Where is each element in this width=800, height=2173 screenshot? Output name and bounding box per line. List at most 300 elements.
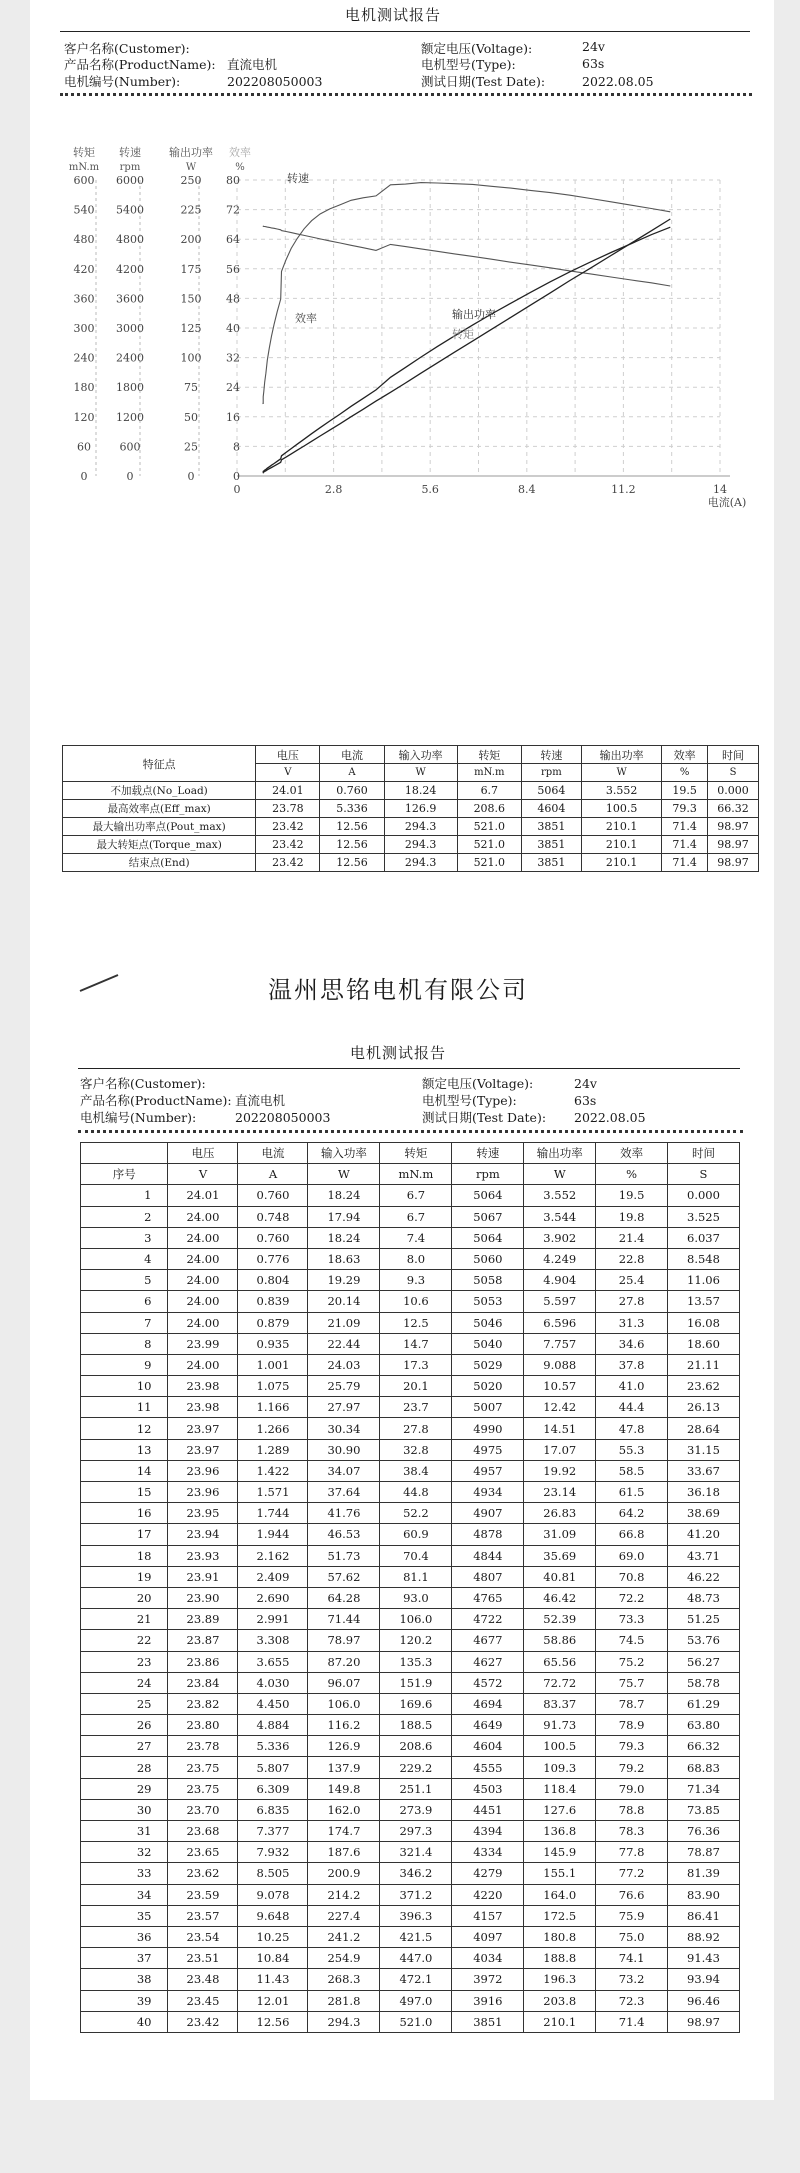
table-cell: 18 bbox=[81, 1545, 168, 1566]
table-cell: 214.2 bbox=[308, 1884, 380, 1905]
table-cell: 4220 bbox=[452, 1884, 524, 1905]
table-cell: 38.4 bbox=[380, 1460, 452, 1481]
y-tick-label: 60 bbox=[77, 440, 91, 454]
table-cell: 26.13 bbox=[667, 1397, 739, 1418]
table-cell: 4.450 bbox=[238, 1693, 308, 1714]
table-cell: 最高效率点(Eff_max) bbox=[63, 800, 256, 818]
table-cell: 77.2 bbox=[596, 1863, 668, 1884]
table-cell: 172.5 bbox=[524, 1905, 596, 1926]
table-cell: 30 bbox=[81, 1799, 168, 1820]
type-label-2: 电机型号(Type): bbox=[422, 1093, 517, 1108]
table-cell: 229.2 bbox=[380, 1757, 452, 1778]
table-cell: 23.89 bbox=[168, 1609, 238, 1630]
table-cell: 109.3 bbox=[524, 1757, 596, 1778]
y-axis-group bbox=[226, 145, 251, 483]
table-cell: 44.4 bbox=[596, 1397, 668, 1418]
table-cell: 66.8 bbox=[596, 1524, 668, 1545]
table-header-cell: W bbox=[524, 1164, 596, 1185]
table-cell: 75.9 bbox=[596, 1905, 668, 1926]
table-cell: 6 bbox=[81, 1291, 168, 1312]
table-cell: 7 bbox=[81, 1312, 168, 1333]
table-cell: 4765 bbox=[452, 1587, 524, 1608]
table-row bbox=[81, 1418, 740, 1439]
table-cell: 79.3 bbox=[596, 1736, 668, 1757]
table-cell: 41.0 bbox=[596, 1376, 668, 1397]
table-cell: 76.36 bbox=[667, 1821, 739, 1842]
table-cell: 75.7 bbox=[596, 1672, 668, 1693]
table-cell: 65.56 bbox=[524, 1651, 596, 1672]
table-cell: 32 bbox=[81, 1842, 168, 1863]
table-cell: 71.4 bbox=[662, 836, 708, 854]
y-tick-label: 64 bbox=[226, 233, 240, 247]
table-cell: 5064 bbox=[521, 782, 581, 800]
table-cell: 28 bbox=[81, 1757, 168, 1778]
table-cell: 24.00 bbox=[168, 1270, 238, 1291]
table-cell: 5007 bbox=[452, 1397, 524, 1418]
table-cell: 21 bbox=[81, 1609, 168, 1630]
table-cell: 23.98 bbox=[168, 1397, 238, 1418]
table-cell: 96.07 bbox=[308, 1672, 380, 1693]
table-header-cell: 序号 bbox=[81, 1164, 168, 1185]
product-label-2: 产品名称(ProductName): bbox=[80, 1093, 232, 1108]
table-cell: 294.3 bbox=[384, 836, 457, 854]
table-cell: 19.92 bbox=[524, 1460, 596, 1481]
table-cell: 346.2 bbox=[380, 1863, 452, 1884]
table-cell: 4 bbox=[81, 1248, 168, 1269]
table-cell: 71.4 bbox=[596, 2011, 668, 2032]
table-cell: 5.336 bbox=[238, 1736, 308, 1757]
table-cell: 58.86 bbox=[524, 1630, 596, 1651]
table-row bbox=[81, 1354, 740, 1375]
table-row bbox=[63, 800, 759, 818]
table-cell: 2.162 bbox=[238, 1545, 308, 1566]
table-cell: 19.29 bbox=[308, 1270, 380, 1291]
table-row bbox=[81, 1842, 740, 1863]
table-cell: 24.00 bbox=[168, 1354, 238, 1375]
table-cell: 37.64 bbox=[308, 1482, 380, 1503]
y-tick-label: 175 bbox=[180, 262, 202, 276]
table-cell: 6.309 bbox=[238, 1778, 308, 1799]
table-row bbox=[81, 1312, 740, 1333]
table-cell: 155.1 bbox=[524, 1863, 596, 1884]
voltage-value-2: 24v bbox=[574, 1076, 597, 1091]
y-tick-label: 600 bbox=[119, 440, 141, 454]
table-row bbox=[63, 836, 759, 854]
product-value: 直流电机 bbox=[227, 57, 278, 72]
table-cell: 1.001 bbox=[238, 1354, 308, 1375]
table-cell: 98.97 bbox=[708, 818, 759, 836]
y-tick-label: 8 bbox=[233, 440, 240, 454]
table-cell: 35.69 bbox=[524, 1545, 596, 1566]
table-cell: 24.01 bbox=[168, 1185, 238, 1206]
table-cell: 27.97 bbox=[308, 1397, 380, 1418]
table-cell: 4677 bbox=[452, 1630, 524, 1651]
table-cell: 17.3 bbox=[380, 1354, 452, 1375]
table-cell: 241.2 bbox=[308, 1926, 380, 1947]
table-cell: 25.4 bbox=[596, 1270, 668, 1291]
table-cell: 4.904 bbox=[524, 1270, 596, 1291]
y-tick-label: 24 bbox=[226, 381, 240, 395]
table-cell: 5029 bbox=[452, 1354, 524, 1375]
table-cell: 23.87 bbox=[168, 1630, 238, 1651]
table-header-cell: 转矩 bbox=[457, 746, 521, 764]
y-tick-label: 72 bbox=[226, 203, 240, 217]
report-title: 电机测试报告 bbox=[345, 6, 442, 24]
table-cell: 37.8 bbox=[596, 1354, 668, 1375]
table-cell: 5058 bbox=[452, 1270, 524, 1291]
table-cell: 24.03 bbox=[308, 1354, 380, 1375]
table-cell: 44.8 bbox=[380, 1482, 452, 1503]
table-cell: 38 bbox=[81, 1969, 168, 1990]
table-cell: 106.0 bbox=[308, 1693, 380, 1714]
table-cell: 136.8 bbox=[524, 1821, 596, 1842]
table-cell: 23.95 bbox=[168, 1503, 238, 1524]
table-cell: 22 bbox=[81, 1630, 168, 1651]
table-cell: 12.01 bbox=[238, 1990, 308, 2011]
table-cell: 23.42 bbox=[256, 854, 320, 872]
table-cell: 17.94 bbox=[308, 1206, 380, 1227]
table-cell: 210.1 bbox=[581, 854, 661, 872]
table-cell: 10.25 bbox=[238, 1926, 308, 1947]
y-tick-label: 180 bbox=[73, 381, 95, 395]
table-cell: 19.5 bbox=[662, 782, 708, 800]
table-cell: 19 bbox=[81, 1566, 168, 1587]
y-tick-label: 32 bbox=[226, 351, 240, 365]
table-cell: 14.7 bbox=[380, 1333, 452, 1354]
table-unit-cell: % bbox=[662, 764, 708, 782]
table-cell: 4975 bbox=[452, 1439, 524, 1460]
table-cell: 297.3 bbox=[380, 1821, 452, 1842]
table-row bbox=[63, 818, 759, 836]
y-axis-name: 效率 bbox=[229, 146, 251, 159]
table-cell: 52.39 bbox=[524, 1609, 596, 1630]
table-cell: 251.1 bbox=[380, 1778, 452, 1799]
table-cell: 78.87 bbox=[667, 1842, 739, 1863]
table-cell: 79.3 bbox=[662, 800, 708, 818]
table-cell: 66.32 bbox=[667, 1736, 739, 1757]
table-cell: 23.90 bbox=[168, 1587, 238, 1608]
table-cell: 68.83 bbox=[667, 1757, 739, 1778]
table-header-cell: 输出功率 bbox=[524, 1143, 596, 1164]
table-cell: 46.22 bbox=[667, 1566, 739, 1587]
table-cell: 18.63 bbox=[308, 1248, 380, 1269]
table-cell: 2.409 bbox=[238, 1566, 308, 1587]
table-cell: 0.760 bbox=[320, 782, 384, 800]
table-cell: 98.97 bbox=[708, 854, 759, 872]
table-cell: 3 bbox=[81, 1227, 168, 1248]
table-row bbox=[81, 1757, 740, 1778]
table-cell: 63.80 bbox=[667, 1715, 739, 1736]
table-header-cell bbox=[81, 1143, 168, 1164]
table-cell: 7.757 bbox=[524, 1333, 596, 1354]
table-cell: 11.06 bbox=[667, 1270, 739, 1291]
y-tick-label: 0 bbox=[80, 470, 88, 483]
table-cell: 294.3 bbox=[384, 854, 457, 872]
table-cell: 294.3 bbox=[384, 818, 457, 836]
table-cell: 4649 bbox=[452, 1715, 524, 1736]
table-cell: 23.57 bbox=[168, 1905, 238, 1926]
table-cell: 210.1 bbox=[524, 2011, 596, 2032]
table-row bbox=[81, 1990, 740, 2011]
table-cell: 79.0 bbox=[596, 1778, 668, 1799]
table-cell: 56.27 bbox=[667, 1651, 739, 1672]
table-cell: 9.088 bbox=[524, 1354, 596, 1375]
table-cell: 3972 bbox=[452, 1969, 524, 1990]
table-cell: 126.9 bbox=[384, 800, 457, 818]
product-value-2: 直流电机 bbox=[235, 1093, 286, 1108]
y-tick-label: 120 bbox=[73, 410, 95, 424]
table-cell: 46.53 bbox=[308, 1524, 380, 1545]
table-header-cell: 输入功率 bbox=[308, 1143, 380, 1164]
table-cell: 145.9 bbox=[524, 1842, 596, 1863]
table-cell: 72.3 bbox=[596, 1990, 668, 2011]
table-cell: 34.6 bbox=[596, 1333, 668, 1354]
table-cell: 2 bbox=[81, 1206, 168, 1227]
table-row bbox=[81, 1227, 740, 1248]
type-label: 电机型号(Type): bbox=[421, 57, 516, 72]
table-cell: 39 bbox=[81, 1990, 168, 2011]
table-cell: 23.97 bbox=[168, 1418, 238, 1439]
table-cell: 73.2 bbox=[596, 1969, 668, 1990]
table-cell: 5020 bbox=[452, 1376, 524, 1397]
key-points-table bbox=[62, 745, 759, 872]
y-tick-label: 48 bbox=[226, 292, 240, 306]
customer-label-2: 客户名称(Customer): bbox=[80, 1076, 206, 1091]
table-cell: 47.8 bbox=[596, 1418, 668, 1439]
table-header-cell: 转速 bbox=[521, 746, 581, 764]
y-tick-label: 5400 bbox=[116, 203, 144, 217]
table-cell: 0.839 bbox=[238, 1291, 308, 1312]
table-cell: 8 bbox=[81, 1333, 168, 1354]
table-cell: 23.96 bbox=[168, 1482, 238, 1503]
table-header-cell: 电流 bbox=[320, 746, 384, 764]
table-cell: 28.64 bbox=[667, 1418, 739, 1439]
table-cell: 4694 bbox=[452, 1693, 524, 1714]
table-cell: 31.15 bbox=[667, 1439, 739, 1460]
table-cell: 4934 bbox=[452, 1482, 524, 1503]
table-cell: 4.249 bbox=[524, 1248, 596, 1269]
table-cell: 24.00 bbox=[168, 1206, 238, 1227]
table-row bbox=[81, 1693, 740, 1714]
table-cell: 5.336 bbox=[320, 800, 384, 818]
table-header-cell: S bbox=[667, 1164, 739, 1185]
table-cell: 1.166 bbox=[238, 1397, 308, 1418]
table-cell: 25.79 bbox=[308, 1376, 380, 1397]
table-cell: 23.91 bbox=[168, 1566, 238, 1587]
table-row bbox=[81, 1905, 740, 1926]
y-tick-label: 56 bbox=[226, 262, 240, 276]
table-cell: 23.94 bbox=[168, 1524, 238, 1545]
table-cell: 70.4 bbox=[380, 1545, 452, 1566]
table-row bbox=[81, 1630, 740, 1651]
table-cell: 164.0 bbox=[524, 1884, 596, 1905]
output-power-curve-label: 输出功率 bbox=[452, 308, 496, 321]
table-cell: 6.596 bbox=[524, 1312, 596, 1333]
table-cell: 3851 bbox=[452, 2011, 524, 2032]
y-tick-label: 40 bbox=[226, 322, 240, 335]
table-cell: 64.28 bbox=[308, 1587, 380, 1608]
y-tick-label: 125 bbox=[180, 322, 202, 335]
table-cell: 23.68 bbox=[168, 1821, 238, 1842]
table-cell: 4907 bbox=[452, 1503, 524, 1524]
table-cell: 4722 bbox=[452, 1609, 524, 1630]
table-cell: 11.43 bbox=[238, 1969, 308, 1990]
table-cell: 23.96 bbox=[168, 1460, 238, 1481]
table-cell: 23.62 bbox=[168, 1863, 238, 1884]
table-cell: 321.4 bbox=[380, 1842, 452, 1863]
table-cell: 43.71 bbox=[667, 1545, 739, 1566]
y-axis-name: 输出功率 bbox=[169, 146, 213, 159]
table-unit-cell: A bbox=[320, 764, 384, 782]
date-value: 2022.08.05 bbox=[582, 74, 654, 89]
table-cell: 51.73 bbox=[308, 1545, 380, 1566]
y-tick-label: 16 bbox=[226, 410, 240, 424]
table-cell: 8.505 bbox=[238, 1863, 308, 1884]
table-cell: 23.93 bbox=[168, 1545, 238, 1566]
table-cell: 4604 bbox=[452, 1736, 524, 1757]
table-cell: 12.56 bbox=[320, 818, 384, 836]
number-label-2: 电机编号(Number): bbox=[80, 1110, 197, 1125]
table-cell: 118.4 bbox=[524, 1778, 596, 1799]
table-row bbox=[81, 1397, 740, 1418]
table-cell: 73.3 bbox=[596, 1609, 668, 1630]
table-cell: 24.00 bbox=[168, 1312, 238, 1333]
table-unit-cell: mN.m bbox=[457, 764, 521, 782]
table-cell: 4604 bbox=[521, 800, 581, 818]
table-cell: 22.44 bbox=[308, 1333, 380, 1354]
table-cell: 5067 bbox=[452, 1206, 524, 1227]
table-cell: 81.39 bbox=[667, 1863, 739, 1884]
table-cell: 88.92 bbox=[667, 1926, 739, 1947]
table-cell: 19.8 bbox=[596, 1206, 668, 1227]
table-cell: 23.86 bbox=[168, 1651, 238, 1672]
table-cell: 31.09 bbox=[524, 1524, 596, 1545]
table-cell: 1.266 bbox=[238, 1418, 308, 1439]
table-cell: 188.8 bbox=[524, 1948, 596, 1969]
table-cell: 21.4 bbox=[596, 1227, 668, 1248]
table-cell: 6.7 bbox=[457, 782, 521, 800]
table-unit-cell: V bbox=[256, 764, 320, 782]
table-cell: 1.944 bbox=[238, 1524, 308, 1545]
table-cell: 9 bbox=[81, 1354, 168, 1375]
table-cell: 23.45 bbox=[168, 1990, 238, 2011]
table-cell: 19.5 bbox=[596, 1185, 668, 1206]
table-row bbox=[81, 1291, 740, 1312]
table-row bbox=[81, 1460, 740, 1481]
table-cell: 72.72 bbox=[524, 1672, 596, 1693]
table-cell: 20.1 bbox=[380, 1376, 452, 1397]
product-label: 产品名称(ProductName): bbox=[64, 57, 216, 72]
y-tick-label: 3600 bbox=[116, 292, 144, 306]
table-header-row bbox=[81, 1143, 740, 1164]
table-cell: 48.73 bbox=[667, 1587, 739, 1608]
table-row bbox=[81, 1926, 740, 1947]
table-cell: 187.6 bbox=[308, 1842, 380, 1863]
table-row bbox=[81, 1884, 740, 1905]
y-tick-label: 600 bbox=[73, 174, 95, 187]
table-cell: 294.3 bbox=[308, 2011, 380, 2032]
table-cell: 17.07 bbox=[524, 1439, 596, 1460]
x-tick-label: 2.8 bbox=[324, 483, 343, 496]
table-cell: 46.42 bbox=[524, 1587, 596, 1608]
table-header-cell: 效率 bbox=[596, 1143, 668, 1164]
y-tick-label: 1800 bbox=[116, 381, 144, 395]
table-cell: 93.94 bbox=[667, 1969, 739, 1990]
table-cell: 521.0 bbox=[457, 836, 521, 854]
table-cell: 23.99 bbox=[168, 1333, 238, 1354]
table-cell: 24.00 bbox=[168, 1227, 238, 1248]
table-cell: 41.76 bbox=[308, 1503, 380, 1524]
y-tick-label: 300 bbox=[73, 322, 95, 335]
table-cell: 120.2 bbox=[380, 1630, 452, 1651]
table-row bbox=[63, 854, 759, 872]
table-cell: 2.690 bbox=[238, 1587, 308, 1608]
date-label: 测试日期(Test Date): bbox=[421, 74, 546, 89]
y-tick-label: 225 bbox=[180, 203, 202, 217]
table-cell: 40 bbox=[81, 2011, 168, 2032]
table-header-cell: mN.m bbox=[380, 1164, 452, 1185]
table-cell: 210.1 bbox=[581, 818, 661, 836]
efficiency-curve-label: 效率 bbox=[295, 312, 317, 325]
table-cell: 4.884 bbox=[238, 1715, 308, 1736]
table-row bbox=[81, 1439, 740, 1460]
table-unit-row bbox=[81, 1164, 740, 1185]
table-cell: 40.81 bbox=[524, 1566, 596, 1587]
table-cell: 4572 bbox=[452, 1672, 524, 1693]
table-row bbox=[81, 1651, 740, 1672]
y-tick-label: 100 bbox=[180, 351, 202, 365]
table-cell: 4807 bbox=[452, 1566, 524, 1587]
table-header-cell: W bbox=[308, 1164, 380, 1185]
table-unit-cell: rpm bbox=[521, 764, 581, 782]
y-tick-label: 4800 bbox=[116, 233, 144, 247]
table-cell: 53.76 bbox=[667, 1630, 739, 1651]
table-cell: 6.835 bbox=[238, 1799, 308, 1820]
table-cell: 96.46 bbox=[667, 1990, 739, 2011]
table-cell: 421.5 bbox=[380, 1926, 452, 1947]
table-cell: 87.20 bbox=[308, 1651, 380, 1672]
table-cell: 100.5 bbox=[581, 800, 661, 818]
y-axis-unit: mN.m bbox=[68, 162, 100, 173]
table-cell: 4878 bbox=[452, 1524, 524, 1545]
table-cell: 结束点(End) bbox=[63, 854, 256, 872]
table-cell: 15 bbox=[81, 1482, 168, 1503]
x-tick-label: 8.4 bbox=[518, 483, 536, 496]
table-cell: 3.525 bbox=[667, 1206, 739, 1227]
table-cell: 71.34 bbox=[667, 1778, 739, 1799]
table-cell: 23.62 bbox=[667, 1376, 739, 1397]
table-cell: 23.65 bbox=[168, 1842, 238, 1863]
table-cell: 281.8 bbox=[308, 1990, 380, 2011]
table-cell: 61.5 bbox=[596, 1482, 668, 1503]
table-cell: 0.776 bbox=[238, 1248, 308, 1269]
table-cell: 396.3 bbox=[380, 1905, 452, 1926]
table-row bbox=[81, 1566, 740, 1587]
table-cell: 10.84 bbox=[238, 1948, 308, 1969]
table-cell: 200.9 bbox=[308, 1863, 380, 1884]
table-cell: 254.9 bbox=[308, 1948, 380, 1969]
table-cell: 210.1 bbox=[581, 836, 661, 854]
table-cell: 521.0 bbox=[380, 2011, 452, 2032]
table-cell: 203.8 bbox=[524, 1990, 596, 2011]
table-cell: 41.20 bbox=[667, 1524, 739, 1545]
table-header-cell: 输入功率 bbox=[384, 746, 457, 764]
table-cell: 268.3 bbox=[308, 1969, 380, 1990]
y-tick-label: 50 bbox=[184, 410, 198, 424]
table-cell: 33 bbox=[81, 1863, 168, 1884]
table-cell: 23.42 bbox=[256, 836, 320, 854]
table-cell: 98.97 bbox=[667, 2011, 739, 2032]
